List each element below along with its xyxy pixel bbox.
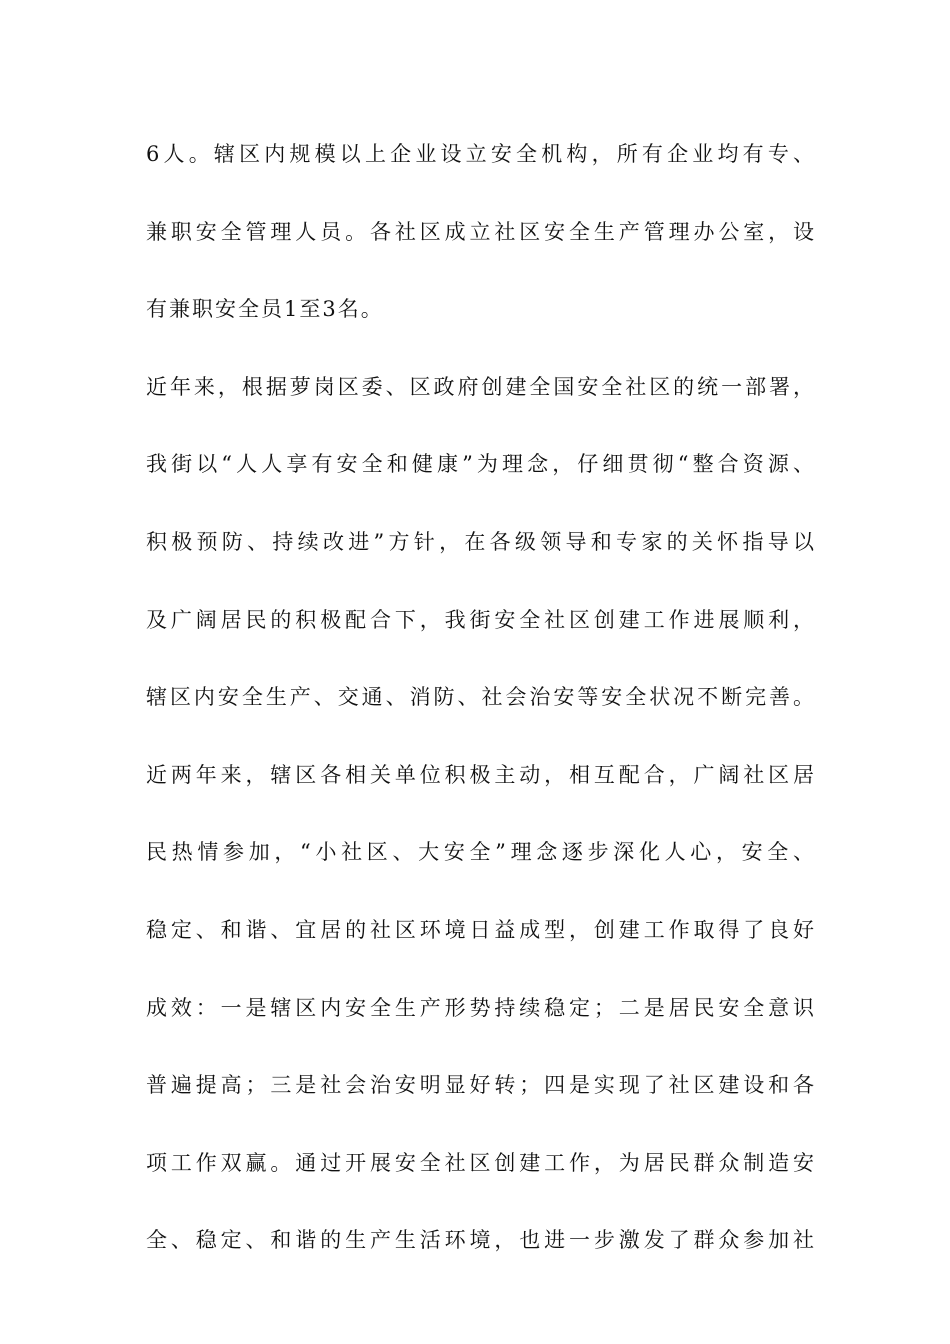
- text-line-15: 全、稳定、和谐的生产生活环境，也进一步激发了群众参加社: [146, 1228, 816, 1253]
- text-line-2: 兼职安全管理人员。各社区成立社区安全生产管理办公室，设: [146, 219, 816, 244]
- text-line-7: 及广阔居民的积极配合下，我街安全社区创建工作进展顺利，: [146, 607, 816, 632]
- text-line-11: 稳定、和谐、宜居的社区环境日益成型，创建工作取得了良好: [146, 917, 816, 942]
- text-line-5: 我街以“人人享有安全和健康”为理念，仔细贯彻“整合资源、: [146, 452, 816, 477]
- text-line-9: 近两年来，辖区各相关单位积极主动，相互配合，广阔社区居: [146, 762, 816, 787]
- text-line-1: 6人。辖区内规模以上企业设立安全机构，所有企业均有专、: [146, 142, 816, 166]
- text-line-13: 普遍提高；三是社会治安明显好转；四是实现了社区建设和各: [146, 1073, 816, 1098]
- text-line-12: 成效：一是辖区内安全生产形势持续稳定；二是居民安全意识: [146, 995, 816, 1020]
- text-line-4: 近年来，根据萝岗区委、区政府创建全国安全社区的统一部署，: [146, 374, 816, 399]
- text-line-10: 民热情参加，“小社区、大安全”理念逐步深化人心，安全、: [146, 840, 816, 865]
- text-line-6: 积极预防、持续改进”方针，在各级领导和专家的关怀指导以: [146, 529, 816, 554]
- body-text: [146, 128, 816, 1292]
- text-line-8: 辖区内安全生产、交通、消防、社会治安等安全状况不断完善。: [146, 685, 816, 710]
- text-line-3: 有兼职安全员1至3名。: [146, 297, 384, 322]
- text-line-14: 项工作双赢。通过开展安全社区创建工作，为居民群众制造安: [146, 1150, 816, 1175]
